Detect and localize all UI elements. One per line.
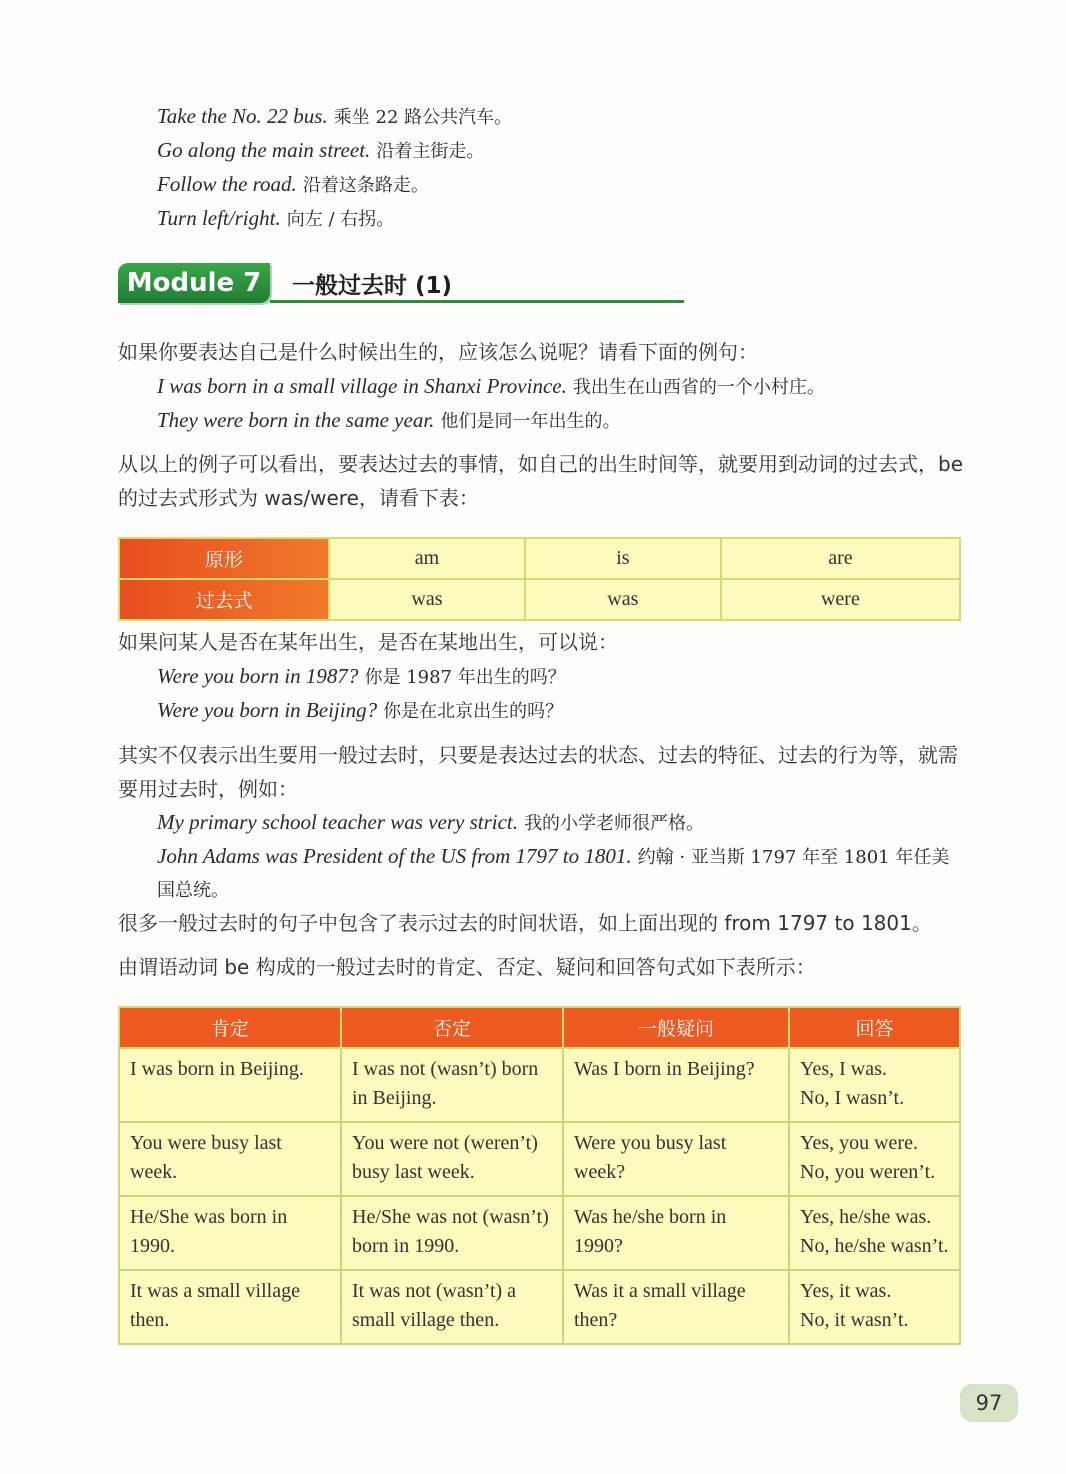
table-row	[119, 1122, 960, 1196]
table-row	[119, 1270, 960, 1344]
table-header-row	[119, 1007, 960, 1048]
table-intro-paragraph: 由谓语动词 be 构成的一般过去时的肯定、否定、疑问和回答句式如下表所示：	[118, 955, 816, 979]
column-header: 回答	[789, 1007, 960, 1048]
affirmative-cell: It was a small village then.	[119, 1270, 341, 1344]
table-cell: was	[525, 579, 721, 620]
question-cell: Were you busy last week?	[563, 1122, 789, 1196]
example-line: They were born in the same year. 他们是同一年出生的。	[157, 408, 621, 432]
table-cell: are	[721, 538, 960, 579]
example-line: Take the No. 22 bus. 乘坐 22 路公共汽车。	[157, 104, 513, 128]
question-cell: Was he/she born in 1990?	[563, 1196, 789, 1270]
direction-examples	[157, 100, 512, 236]
example-line: Were you born in Beijing? 你是在北京出生的吗？	[157, 698, 564, 722]
affirmative-cell: I was born in Beijing.	[119, 1048, 341, 1122]
example-line: Were you born in 1987? 你是 1987 年出生的吗？	[157, 664, 566, 688]
past-tense-forms-table	[118, 1006, 961, 1345]
row-header: 过去式	[119, 579, 329, 620]
usage-paragraph: 其实不仅表示出生要用一般过去时，只要是表达过去的状态、过去的特征、过去的行为等，就需要用过去时，例如：	[118, 743, 958, 801]
table-row	[119, 1048, 960, 1122]
example-line: Follow the road. 沿着这条路走。	[157, 172, 429, 196]
answer-cell: Yes, I was. No, I wasn’t.	[789, 1048, 960, 1122]
heading-underline	[270, 300, 684, 303]
negative-cell: He/She was not (wasn’t) born in 1990.	[341, 1196, 563, 1270]
example-line: My primary school teacher was very strict. 我的小学老师很严格。	[157, 810, 705, 834]
explanation-paragraph: 从以上的例子可以看出，要表达过去的事情，如自己的出生时间等，就要用到动词的过去式，be 的过去式形式为 was/were，请看下表：	[118, 452, 963, 510]
table-cell: was	[329, 579, 525, 620]
table-row	[119, 1196, 960, 1270]
column-header: 肯定	[119, 1007, 341, 1048]
example-line: I was born in a small village in Shanxi Province. 我出生在山西省的一个小村庄。	[157, 374, 825, 398]
page-number: 97	[960, 1384, 1018, 1422]
answer-cell: Yes, you were. No, you weren’t.	[789, 1122, 960, 1196]
intro-examples	[157, 370, 967, 438]
table-cell: were	[721, 579, 960, 620]
negative-cell: You were not (weren’t) busy last week.	[341, 1122, 563, 1196]
column-header: 一般疑问	[563, 1007, 789, 1048]
module-title: 一般过去时 (1)	[292, 273, 453, 299]
answer-cell: Yes, it was. No, it wasn’t.	[789, 1270, 960, 1344]
table-row	[119, 538, 960, 579]
example-line: Go along the main street. 沿着主街走。	[157, 138, 485, 162]
module-heading	[118, 263, 684, 305]
question-cell: Was I born in Beijing?	[563, 1048, 789, 1122]
table-cell: am	[329, 538, 525, 579]
example-line: Turn left/right. 向左 / 右拐。	[157, 206, 395, 230]
column-header: 否定	[341, 1007, 563, 1048]
negative-cell: It was not (wasn’t) a small village then.	[341, 1270, 563, 1344]
question-paragraph: 如果问某人是否在某年出生，是否在某地出生，可以说：	[118, 630, 618, 654]
affirmative-cell: You were busy last week.	[119, 1122, 341, 1196]
time-adverbial-paragraph: 很多一般过去时的句子中包含了表示过去的时间状语，如上面出现的 from 1797 to 1801。	[118, 911, 932, 935]
intro-paragraph: 如果你要表达自己是什么时候出生的，应该怎么说呢？请看下面的例句：	[118, 340, 758, 364]
question-examples	[157, 660, 967, 728]
row-header: 原形	[119, 538, 329, 579]
table-cell: is	[525, 538, 721, 579]
usage-examples	[157, 806, 967, 907]
answer-cell: Yes, he/she was. No, he/she wasn’t.	[789, 1196, 960, 1270]
module-badge: Module 7	[118, 263, 270, 303]
question-cell: Was it a small village then?	[563, 1270, 789, 1344]
be-forms-table	[118, 537, 961, 621]
example-line: John Adams was President of the US from 1797 to 1801. 约翰 · 亚当斯 1797 年至 1801 年任美国总统。	[157, 844, 950, 901]
affirmative-cell: He/She was born in 1990.	[119, 1196, 341, 1270]
table-row	[119, 579, 960, 620]
negative-cell: I was not (wasn’t) born in Beijing.	[341, 1048, 563, 1122]
